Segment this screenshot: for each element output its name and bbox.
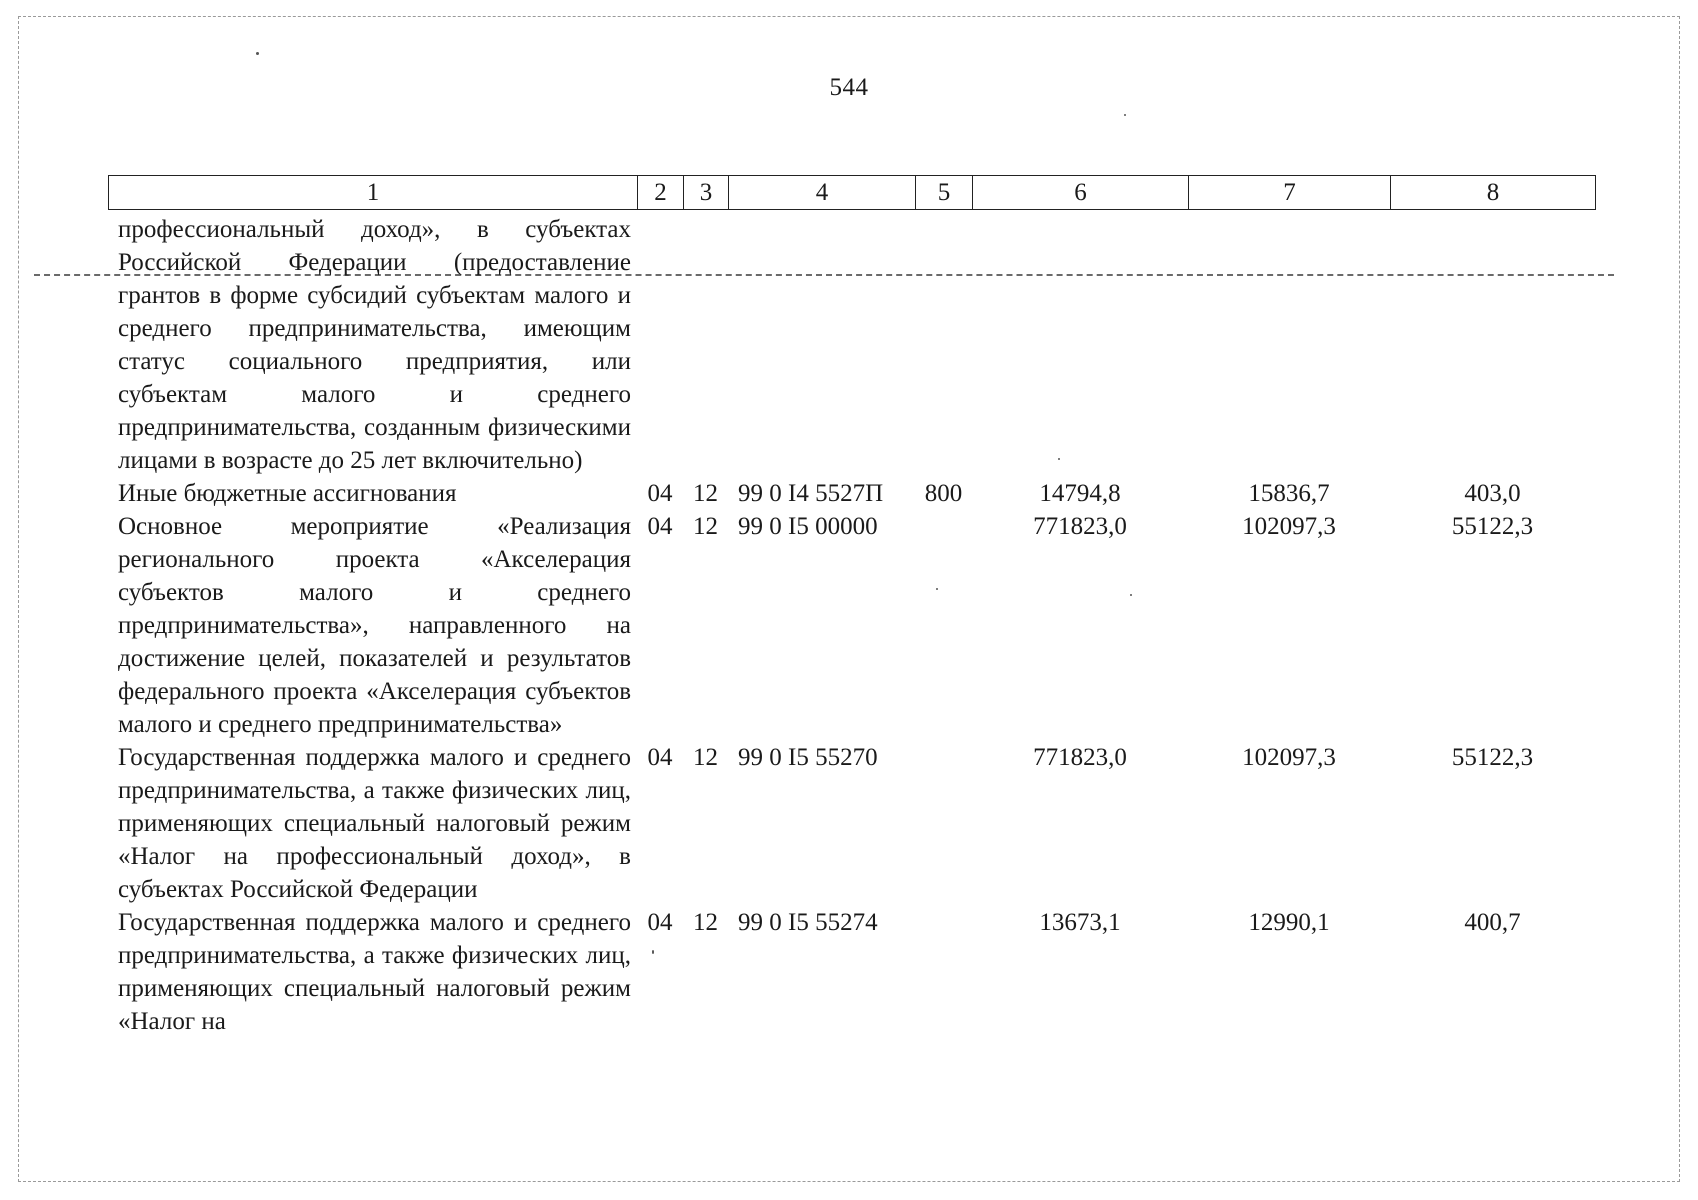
row-description-text: профессиональный доход», в субъектах Российской Федерации (предоставление грантов в форме субсидий субъектам малого и среднего предпринимательства, имеющим статус социального предприятия, или субъектам малого и среднего предпринимательства, созданным физическими лицами в возрасте до 25 лет включительно) <box>118 216 631 474</box>
row-expense-type: 800 <box>924 480 963 507</box>
row-description <box>108 213 637 477</box>
table-row <box>108 741 1595 906</box>
row-expense-type <box>915 741 972 906</box>
scan-speck <box>256 52 259 55</box>
column-header-7: 7 <box>1189 176 1391 210</box>
row-subsection <box>683 213 728 477</box>
row-target-code: 99 0 I5 00000 <box>738 513 878 540</box>
row-amount-6: 14794,8 <box>1039 480 1121 507</box>
row-description <box>108 510 637 741</box>
row-subsection: 12 <box>693 480 718 507</box>
column-header-3: 3 <box>684 176 729 210</box>
row-expense-type <box>915 906 972 1038</box>
row-amount-7 <box>1188 213 1390 477</box>
page-number <box>0 74 1698 102</box>
row-amount-8: 55122,3 <box>1451 513 1534 540</box>
row-amount-7: 12990,1 <box>1248 909 1330 936</box>
row-section: 04 <box>647 480 673 507</box>
table-row <box>108 213 1595 477</box>
row-section <box>637 213 683 477</box>
column-header-8: 8 <box>1391 176 1596 210</box>
table-row <box>108 906 1595 1038</box>
row-section: 04 <box>647 513 673 540</box>
row-description <box>108 906 637 1038</box>
row-amount-6: 13673,1 <box>1039 909 1121 936</box>
row-amount-8: 403,0 <box>1464 480 1521 507</box>
column-header-1: 1 <box>109 176 638 210</box>
page-number-text: 544 <box>829 74 869 101</box>
row-description <box>108 741 637 906</box>
column-header-row <box>109 176 1596 210</box>
row-amount-8 <box>1390 213 1595 477</box>
row-description-text: Государственная поддержка малого и среднего предпринимательства, а также физических лиц, применяющих специальный налоговый режим «Налог на <box>118 909 631 1035</box>
row-target-code: 99 0 I5 55270 <box>738 744 878 771</box>
row-amount-6: 771823,0 <box>1033 513 1127 540</box>
row-description-text: Иные бюджетные ассигнования <box>118 480 457 507</box>
row-section: 04 <box>647 909 673 936</box>
row-target-code: 99 0 I4 5527П <box>738 480 884 507</box>
table-row <box>108 477 1595 510</box>
row-description <box>108 477 637 510</box>
row-amount-7: 15836,7 <box>1248 480 1330 507</box>
row-subsection: 12 <box>693 513 718 540</box>
row-expense-type <box>915 510 972 741</box>
column-header-2: 2 <box>638 176 684 210</box>
row-section: 04 <box>647 744 673 771</box>
row-target-code: 99 0 I5 55274 <box>738 909 878 936</box>
row-description-text: Основное мероприятие «Реализация регионального проекта «Акселерация субъектов малого и среднего предпринимательства», направленного на достижение целей, показателей и результатов федерального проекта «Акселерация субъектов малого и среднего предпринимательства» <box>118 513 631 738</box>
row-amount-6 <box>972 213 1188 477</box>
column-header-6: 6 <box>973 176 1189 210</box>
row-amount-7: 102097,3 <box>1242 513 1336 540</box>
row-expense-type <box>915 213 972 477</box>
column-header-4: 4 <box>729 176 916 210</box>
column-header-table <box>108 175 1596 210</box>
table-row <box>108 510 1595 741</box>
row-amount-7: 102097,3 <box>1242 744 1336 771</box>
row-subsection: 12 <box>693 909 718 936</box>
budget-table <box>108 213 1595 1038</box>
row-target-code <box>728 213 915 477</box>
row-description-text: Государственная поддержка малого и среднего предпринимательства, а также физических лиц, применяющих специальный налоговый режим «Налог на профессиональный доход», в субъектах Российской Федерации <box>118 744 631 903</box>
row-subsection: 12 <box>693 744 718 771</box>
row-amount-6: 771823,0 <box>1033 744 1127 771</box>
row-amount-8: 55122,3 <box>1451 744 1534 771</box>
row-amount-8: 400,7 <box>1464 909 1521 936</box>
scan-speck <box>1124 114 1126 116</box>
column-header-5: 5 <box>916 176 973 210</box>
